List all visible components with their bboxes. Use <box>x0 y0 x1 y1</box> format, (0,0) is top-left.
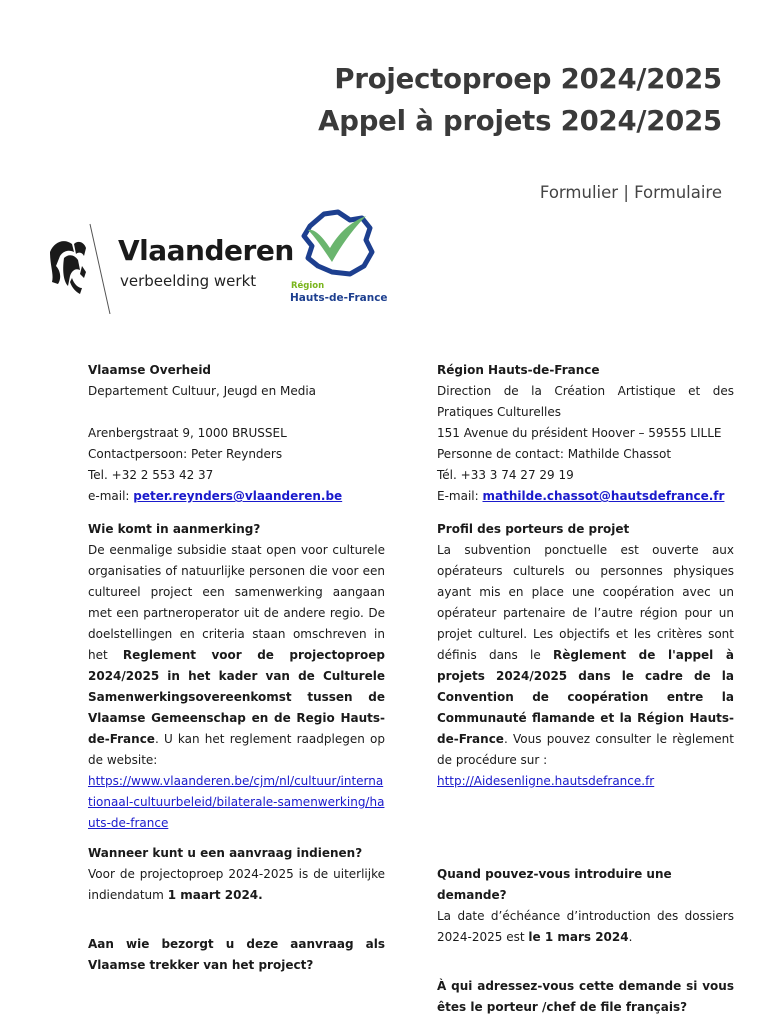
form-label-nl: Formulier <box>539 183 619 202</box>
right-when-end: . <box>628 930 633 944</box>
right-regulation-link[interactable]: http://Aidesenligne.hautsdefrance.fr <box>437 774 655 788</box>
right-deadline: le 1 mars 2024 <box>528 930 629 944</box>
left-eligibility-body: De eenmalige subsidie staat open voor culturele organisaties of natuurlijke personen die voor een cultureel project een samenwerking aangaan met een partneroperator uit de andere regio. De doelstellingen en criteria staan omschreven in het <box>88 543 385 662</box>
left-column-nl <box>88 360 385 976</box>
left-who-heading: Aan wie bezorgt u deze aanvraag als Vlaamse trekker van het project? <box>88 937 385 972</box>
right-eligibility-heading: Profil des porteurs de projet <box>437 522 630 536</box>
left-email-label: e-mail: <box>88 489 130 503</box>
right-when-text <box>437 906 734 948</box>
left-eligibility-text <box>88 540 385 771</box>
left-department: Departement Cultuur, Jeugd en Media <box>88 384 317 398</box>
left-org-name: Vlaamse Overheid <box>88 363 212 377</box>
left-when-text <box>88 864 385 906</box>
left-eligibility-heading: Wie komt in aanmerking? <box>88 522 261 536</box>
hauts-de-france-logo <box>284 208 396 312</box>
right-eligibility-body: La subvention ponctuelle est ouverte aux opérateurs culturels ou personnes physiques ayant mis en place une coopération avec un opérateur partenaire de l’autre région pour un projet culturel. Les objectifs et les critères sont définis dans le <box>437 543 734 662</box>
left-eligibility-after: . U kan het reglement raadplegen op de website: <box>88 732 385 767</box>
right-url-line <box>437 771 734 792</box>
vlaanderen-tagline: verbeelding werkt <box>120 272 257 290</box>
hdf-region-label: Région <box>291 281 325 291</box>
vlaanderen-logo <box>44 222 294 314</box>
left-url-line <box>88 771 385 834</box>
hdf-region-name: Hauts-de-France <box>290 292 388 304</box>
right-email-line <box>437 486 734 507</box>
page-title-fr: Appel à projets 2024/2025 <box>318 105 722 137</box>
right-regulation-title: Règlement de l'appel à projets 2024/2025 dans le cadre de la Convention de coopération entre la Communauté flamande et la Région Hauts-de-France <box>437 648 734 746</box>
left-when-heading: Wanneer kunt u een aanvraag indienen? <box>88 846 363 860</box>
form-label-fr: Formulaire <box>634 183 722 202</box>
right-eligibility-text <box>437 540 734 771</box>
right-email-label: E-mail: <box>437 489 479 503</box>
title-block <box>318 58 722 142</box>
left-phone: Tel. +32 2 553 42 37 <box>88 468 214 482</box>
right-column-fr <box>437 360 734 1018</box>
left-email-line <box>88 486 385 507</box>
form-separator: | <box>623 183 629 202</box>
flemish-lion-icon <box>44 222 114 314</box>
right-org-name: Région Hauts-de-France <box>437 363 600 377</box>
form-subtitle <box>540 183 722 202</box>
page-title-nl: Projectoproep 2024/2025 <box>334 63 722 95</box>
left-regulation-link[interactable]: https://www.vlaanderen.be/cjm/nl/cultuur/internationaal-cultuurbeleid/bilaterale-samenwerking/hauts-de-france <box>88 774 385 830</box>
right-when-heading: Quand pouvez-vous introduire une demande? <box>437 867 672 902</box>
right-who-heading: À qui adressez-vous cette demande si vous êtes le porteur /chef de file français? <box>437 979 734 1014</box>
right-contact-person: Personne de contact: Mathilde Chassot <box>437 447 672 461</box>
left-email-link[interactable]: peter.reynders@vlaanderen.be <box>133 489 343 503</box>
right-when-body: La date d’échéance d’introduction des dossiers 2024-2025 est <box>437 909 734 944</box>
right-address: 151 Avenue du président Hoover – 59555 LILLE <box>437 426 722 440</box>
right-email-link[interactable]: mathilde.chassot@hautsdefrance.fr <box>482 489 725 503</box>
right-eligibility-after: . Vous pouvez consulter le règlement de procédure sur : <box>437 732 734 767</box>
left-contact-person: Contactpersoon: Peter Reynders <box>88 447 283 461</box>
left-regulation-title: Reglement voor de projectoproep 2024/2025 in het kader van de Culturele Samenwerkingsovereenkomst tussen de Vlaamse Gemeenschap en de Regio Hauts-de-France <box>88 648 385 746</box>
vlaanderen-wordmark: Vlaanderen <box>118 234 294 267</box>
right-phone: Tél. +33 3 74 27 29 19 <box>437 468 574 482</box>
left-address: Arenbergstraat 9, 1000 BRUSSEL <box>88 426 287 440</box>
left-when-body: Voor de projectoproep 2024-2025 is de uiterlijke indiendatum <box>88 867 385 902</box>
left-deadline: 1 maart 2024. <box>167 888 263 902</box>
right-department: Direction de la Création Artistique et des Pratiques Culturelles <box>437 384 734 419</box>
